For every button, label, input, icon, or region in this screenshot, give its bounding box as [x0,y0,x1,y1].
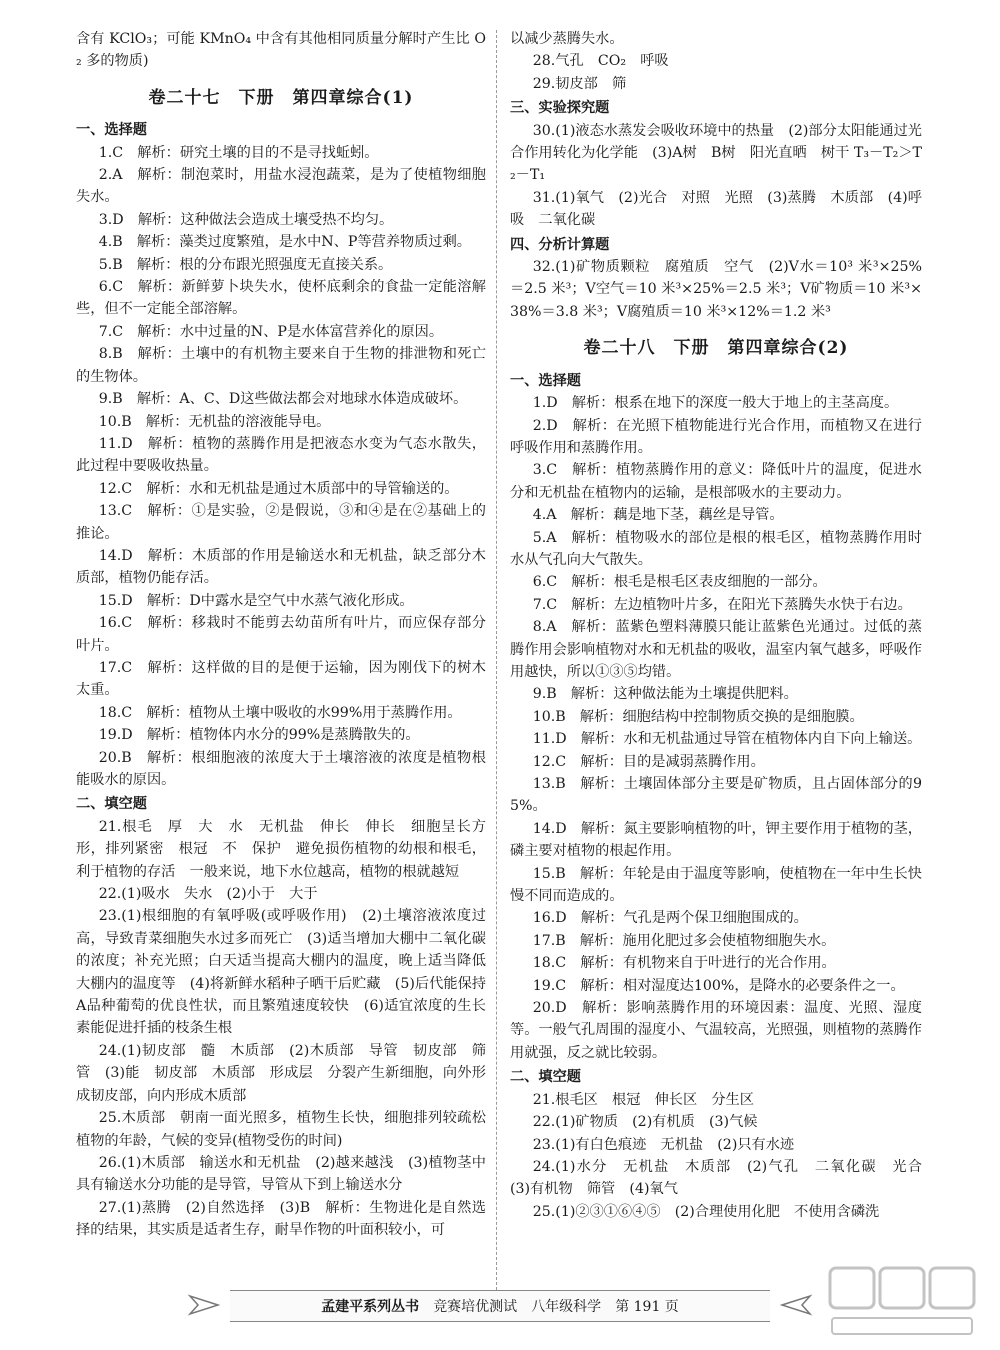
watermark-logo-icon [822,1262,982,1342]
answer-item: 21.根毛 厚 大 水 无机盐 伸长 伸长 细胞呈长方形，排列紧密 根冠 不 保护 避免损伤植物的幼根和根毛，利于植物的存活 一般来说，地下水位越高，植物的根就越短 [76,818,486,880]
answer-item: 1.C 解析：研究土壤的目的不是寻找蚯蚓。 [98,144,379,161]
answer-item: 28.气孔 CO₂ 呼吸 [532,53,669,70]
answer-item: 16.D 解析：气孔是两个保卫细胞围成的。 [532,910,808,927]
column-divider [496,30,497,1295]
answer-item: 12.C 解析：水和无机盐是通过木质部中的导管输送的。 [98,480,459,497]
answer-item: 14.D 解析：氮主要影响植物的叶，钾主要作用于植物的茎，磷主要对植物的根起作用。 [510,820,922,860]
answer-item: 20.D 解析：影响蒸腾作用的环境因素：温度、光照、湿度等。一般气孔周围的湿度小、气温较高，光照强，则植物的蒸腾作用就强，反之就比较弱。 [510,1000,922,1061]
answer-item: 31.(1)氧气 (2)光合 对照 光照 (3)蒸腾 木质部 (4)呼吸 二氧化碳 [510,189,922,229]
answer-item: 2.D 解析：在光照下植物能进行光合作用，而植物又在进行呼吸作用和蒸腾作用。 [510,417,922,456]
answer-item: 7.C 解析：水中过量的N、P是水体富营养化的原因。 [98,323,444,340]
answer-item: 20.B 解析：根细胞液的浓度大于土壤溶液的浓度是植物根能吸水的原因。 [76,749,486,788]
answer-item: 10.B 解析：无机盐的溶液能导电。 [98,413,331,430]
answer-item: 15.D 解析：D中露水是空气中水蒸气液化形成。 [98,592,414,609]
answer-item: 5.B 解析：根的分布跟光照强度无直接关系。 [98,256,393,273]
section-title: 卷二十七 下册 第四章综合(1) [148,87,414,108]
left-column [76,28,501,1242]
answer-item: 14.D 解析：木质部的作用是输送水和无机盐，缺乏部分木质部，植物仍能存活。 [76,547,486,587]
answer-item: 30.(1)液态水蒸发会吸收环境中的热量 (2)部分太阳能通过光合作用转化为化学能 (3)A树 B树 阳光直晒 树干 T₃－T₂＞T₂－T₁ [510,122,922,184]
answer-item: 22.(1)矿物质 (2)有机质 (3)气候 [532,1114,758,1131]
answer-item: 29.韧皮部 筛 [532,75,627,92]
answer-item: 18.C 解析：植物从土壤中吸收的水99%用于蒸腾作用。 [98,704,462,721]
answer-item: 15.B 解析：年轮是由于温度等影响，使植物在一年中生长快慢不同而造成的。 [510,865,922,905]
answer-item: 2.A 解析：制泡菜时，用盐水浸泡蔬菜，是为了使植物细胞失水。 [76,167,486,206]
answer-item: 16.C 解析：移栽时不能剪去幼苗所有叶片，而应保存部分叶片。 [76,615,486,654]
answer-item: 23.(1)有白色痕迹 无机盐 (2)只有水迹 [532,1136,795,1153]
answer-item: 4.B 解析：藻类过度繁殖，是水中N、P等营养物质过剩。 [98,234,471,251]
answer-item: 25.(1)②③①⑥④⑤ (2)合理使用化肥 不使用含磷洗 [532,1203,880,1220]
subsection-heading: 二、填空题 [76,796,147,813]
footer-page-number: 第 191 页 [615,1299,679,1315]
answer-item: 9.B 解析：这种做法能为土壤提供肥料。 [532,686,798,703]
answer-item: 32.(1)矿物质颗粒 腐殖质 空气 (2)V水＝10³ 米³×25%＝2.5 米³；V空气＝10 米³×25%＝2.5 米³；V矿物质＝10 米³×38%＝3.8 米³；V腐殖质＝10 米³×12%＝1.2 米³ [510,259,922,320]
subsection-heading: 四、分析计算题 [510,236,610,253]
answer-item: 7.C 解析：左边植物叶片多，在阳光下蒸腾失水快于右边。 [532,596,912,613]
answer-item: 21.根毛区 根冠 伸长区 分生区 [532,1091,754,1108]
answer-item: 26.(1)木质部 输送水和无机盐 (2)越来越浅 (3)植物茎中具有输送水分功能的是导管，导管从下到上输送水分 [76,1154,486,1194]
continued-text: 含有 KClO₃；可能 KMnO₄ 中含有其他相同质量分解时产生比 O₂ 多的物质) [76,31,486,70]
answer-item: 13.C 解析：①是实验，②是假说，③和④是在②基础上的推论。 [76,503,486,542]
answer-item: 1.D 解析：根系在地下的深度一般大于地上的主茎高度。 [532,395,899,412]
answer-item: 18.C 解析：有机物来自于叶进行的光合作用。 [532,955,836,972]
answer-item: 3.D 解析：这种做法会造成土壤受热不均匀。 [98,211,394,228]
subsection-heading: 三、实验探究题 [510,100,610,117]
answer-item: 17.C 解析：这样做的目的是便于运输，因为刚伐下的树木太重。 [76,659,486,699]
answer-item: 6.C 解析：新鲜萝卜块失水，使杯底剩余的食盐一定能溶解些，但不一定能全部溶解。 [76,279,486,318]
footer-book: 竞赛培优测试 [433,1299,518,1315]
answer-item: 3.C 解析：植物蒸腾作用的意义：降低叶片的温度，促进水分和无机盐在植物内的运输，是根部吸水的主要动力。 [510,462,922,501]
subsection-heading: 一、选择题 [510,372,581,389]
continued-text: 以减少蒸腾失水。 [510,31,624,47]
answer-item: 25.木质部 朝南一面光照多，植物生长快，细胞排列较疏松 植物的年龄，气候的变异(植物受伤的时间) [76,1110,501,1149]
answer-item: 5.A 解析：植物吸水的部位是根的根毛区，植物蒸腾作用时水从气孔向大气散失。 [510,529,922,568]
answer-item: 8.A 解析：蓝紫色塑料薄膜只能让蓝紫色光通过。过低的蒸腾作用会影响植物对水和无机盐的吸收，温室内氧气越多，呼吸作用越快，所以①③⑤均错。 [510,619,922,680]
answer-item: 22.(1)吸水 失水 (2)小于 大于 [98,886,318,903]
right-ornament-icon [780,1292,820,1318]
answer-item: 13.B 解析：土壤固体部分主要是矿物质，且占固体部分的95%。 [510,776,922,815]
footer-grade: 八年级科学 [531,1299,602,1315]
answer-item: 10.B 解析：细胞结构中控制物质交换的是细胞膜。 [532,708,864,725]
section-title: 卷二十八 下册 第四章综合(2) [583,338,849,359]
subsection-heading: 一、选择题 [76,122,147,139]
answer-item: 24.(1)韧皮部 髓 木质部 (2)木质部 导管 韧皮部 筛管 (3)能 韧皮部 木质部 形成层 分裂产生新细胞，向外形成韧皮部，向内形成木质部 [76,1042,486,1104]
answer-item: 17.B 解析：施用化肥过多会使植物细胞失水。 [532,932,836,949]
answer-item: 9.B 解析：A、C、D这些做法都会对地球水体造成破坏。 [98,391,468,408]
subsection-heading: 二、填空题 [510,1069,581,1086]
answer-item: 12.C 解析：目的是减弱蒸腾作用。 [532,753,765,770]
footer-series: 孟建平系列丛书 [321,1299,420,1315]
answer-item: 4.A 解析：藕是地下茎，藕丝是导管。 [532,507,784,524]
answer-item: 11.D 解析：水和无机盐通过导管在植物体内自下向上输送。 [532,731,922,748]
left-ornament-icon [180,1292,220,1318]
answer-item: 19.C 解析：相对湿度达100%，是降水的必要条件之一。 [532,977,905,994]
answer-item: 11.D 解析：植物的蒸腾作用是把液态水变为气态水散失，此过程中要吸收热量。 [76,435,486,475]
answer-item: 23.(1)根细胞的有氧呼吸(或呼吸作用) (2)土壤溶液浓度过高，导致青菜细胞失水过多而死亡 (3)适当增加大棚中二氧化碳的浓度；补充光照；白天适当提高大棚内的温度，晚上适当降低大棚内的温度等 (4)将新鲜水稻种子晒干后贮藏 (5)后代能保持A品种葡萄的优良性状，而且繁殖速度较快 (6)适宜浓度的生长素能促进扦插的枝条生根 [76,908,486,1037]
right-column [510,28,937,1223]
answer-item: 6.C 解析：根毛是根毛区表皮细胞的一部分。 [532,574,827,591]
answer-item: 19.D 解析：植物体内水分的99%是蒸腾散失的。 [98,727,420,744]
answer-item: 27.(1)蒸腾 (2)自然选择 (3)B 解析：生物进化是自然选择的结果，其实质是适者生存，耐旱作物的叶面积较小，可 [76,1199,486,1239]
page-footer [230,1290,770,1322]
answer-item: 24.(1)水分 无机盐 木质部 (2)气孔 二氧化碳 光合 (3)有机物 筛管 (4)氧气 [510,1158,937,1198]
answer-item: 8.B 解析：土壤中的有机物主要来自于生物的排泄物和死亡的生物体。 [76,346,486,385]
